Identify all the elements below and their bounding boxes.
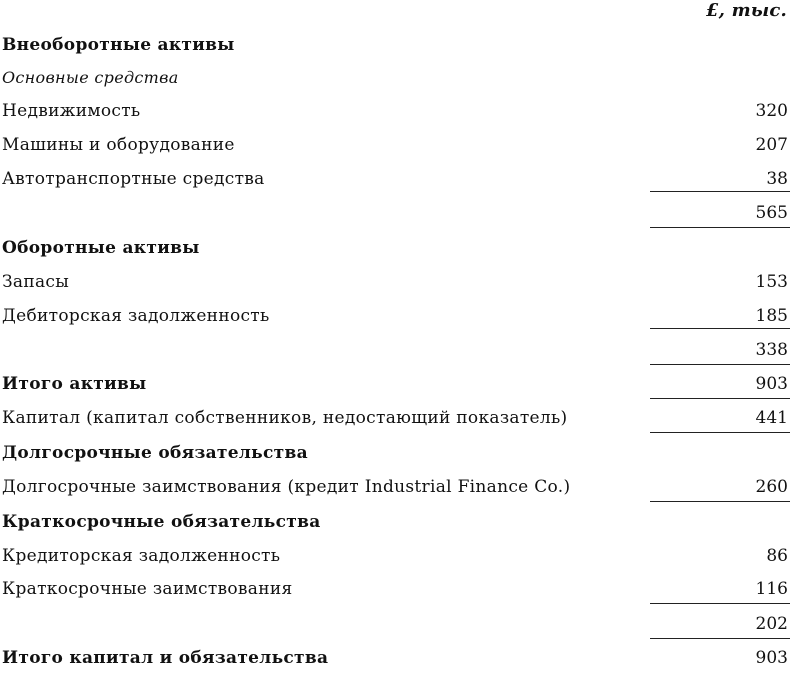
row-label: Итого активы	[2, 374, 147, 394]
row-value: 320	[755, 101, 788, 121]
subtotal-rule	[650, 191, 790, 192]
subtotal-rule	[650, 227, 790, 228]
total-value: 903	[755, 374, 788, 394]
table-row-subtotal	[0, 609, 790, 639]
row-label: Основные средства	[2, 68, 179, 87]
row-rule	[650, 501, 790, 502]
table-row-total-assets	[0, 369, 790, 399]
table-row	[0, 164, 790, 194]
row-label: Итого капитал и обязательства	[2, 648, 329, 668]
table-row	[0, 541, 790, 571]
row-label: Краткосрочные заимствования	[2, 579, 293, 599]
currency-unit-header: £, тыс.	[705, 0, 787, 21]
row-value: 38	[766, 169, 788, 189]
table-row-current-assets-heading	[0, 233, 790, 263]
total-rule	[650, 398, 790, 399]
row-label: Недвижимость	[2, 101, 141, 121]
row-label: Автотранспортные средства	[2, 169, 265, 189]
row-label: Долгосрочные обязательства	[2, 443, 308, 463]
table-row-subtotal	[0, 198, 790, 228]
table-row	[0, 96, 790, 126]
table-row-total-equity-liabilities	[0, 643, 790, 673]
table-row-fixed-assets-subheading	[0, 63, 790, 93]
table-row	[0, 574, 790, 604]
row-label: Дебиторская задолженность	[2, 306, 270, 326]
row-label: Капитал (капитал собственников, недостающий показатель)	[2, 408, 568, 428]
row-value: 441	[755, 408, 788, 428]
subtotal-rule	[650, 328, 790, 329]
subtotal-value: 565	[755, 203, 788, 223]
table-row-subtotal	[0, 335, 790, 365]
row-label: Долгосрочные заимствования (кредит Industrial Finance Co.)	[2, 477, 571, 497]
row-value: 86	[766, 546, 788, 566]
row-value: 207	[755, 135, 788, 155]
table-row-equity	[0, 403, 790, 433]
subtotal-rule	[650, 364, 790, 365]
subtotal-rule	[650, 638, 790, 639]
row-label: Кредиторская задолженность	[2, 546, 281, 566]
table-row-noncurrent-assets-heading	[0, 30, 790, 60]
table-row	[0, 130, 790, 160]
row-value: 260	[755, 477, 788, 497]
subtotal-value: 202	[755, 614, 788, 634]
row-label: Оборотные активы	[2, 238, 200, 258]
subtotal-value: 338	[755, 340, 788, 360]
row-label: Машины и оборудование	[2, 135, 235, 155]
table-row-noncurrent-liabilities-heading	[0, 438, 790, 468]
row-label: Запасы	[2, 272, 70, 292]
row-label: Внеоборотные активы	[2, 35, 235, 55]
row-value: 153	[755, 272, 788, 292]
table-row	[0, 472, 790, 502]
table-row-current-liabilities-heading	[0, 507, 790, 537]
row-value: 185	[755, 306, 788, 326]
row-label: Краткосрочные обязательства	[2, 512, 321, 532]
table-row	[0, 267, 790, 297]
total-value: 903	[755, 648, 788, 668]
row-rule	[650, 432, 790, 433]
subtotal-rule	[650, 603, 790, 604]
table-row	[0, 301, 790, 331]
row-value: 116	[755, 579, 788, 599]
